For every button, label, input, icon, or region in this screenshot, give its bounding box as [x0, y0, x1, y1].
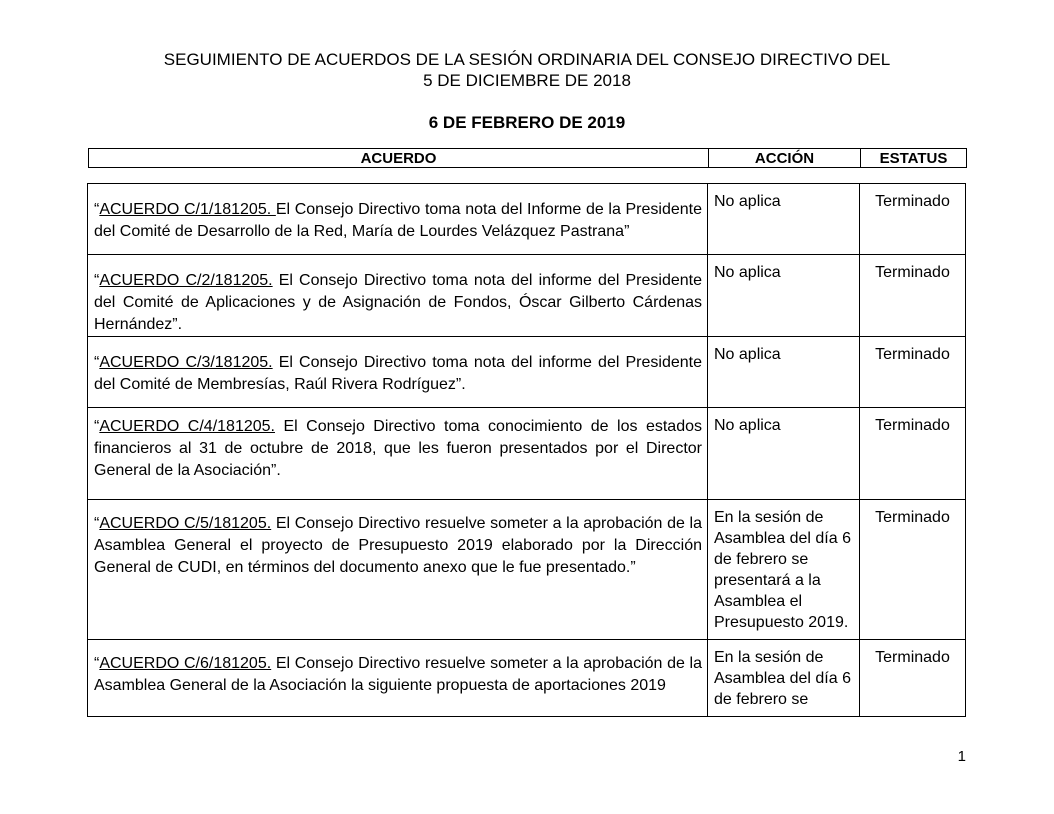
- quote-mark: “: [94, 354, 100, 371]
- acuerdo-text: El Consejo Directivo toma nota del informe del Presidente del Comité de Aplicaciones y de Asignación de Fondos, Óscar Gilberto Cárdenas Hernández”.: [94, 272, 702, 333]
- acuerdo-code: ACUERDO C/2/181205.: [99, 272, 273, 289]
- acuerdo-code: ACUERDO C/6/181205.: [99, 655, 272, 672]
- acuerdo-cell: [88, 255, 708, 337]
- acuerdo-cell: [88, 337, 708, 408]
- estatus-cell: Terminado: [860, 640, 966, 717]
- quote-mark: “: [94, 201, 100, 218]
- estatus-cell: Terminado: [860, 184, 966, 255]
- quote-mark: “: [94, 272, 100, 289]
- quote-mark: “: [94, 418, 100, 435]
- header-row: [89, 149, 967, 168]
- header-acuerdo: ACUERDO: [89, 149, 709, 168]
- acuerdo-text: El Consejo Directivo resuelve someter a la aprobación de la Asamblea General de la Asociación la siguiente propuesta de aportaciones 2019: [94, 655, 702, 694]
- table-header: [88, 148, 967, 168]
- document-title: [0, 49, 1054, 91]
- acuerdo-text: El Consejo Directivo toma conocimiento de los estados financieros al 31 de octubre de 2018, que les fueron presentados por el Director General de la Asociación”.: [94, 418, 702, 479]
- accion-cell: No aplica: [708, 255, 860, 337]
- acuerdo-code: ACUERDO C/3/181205.: [99, 354, 273, 371]
- acuerdo-cell: [88, 184, 708, 255]
- estatus-cell: Terminado: [860, 255, 966, 337]
- acuerdo-text: El Consejo Directivo toma nota del informe del Presidente del Comité de Membresías, Raúl Rivera Rodríguez”.: [94, 354, 702, 393]
- estatus-cell: Terminado: [860, 408, 966, 500]
- header-estatus: ESTATUS: [861, 149, 967, 168]
- page-number: 1: [957, 748, 966, 765]
- acuerdo-code: ACUERDO C/5/181205.: [99, 515, 272, 532]
- agreements-table: [87, 183, 966, 717]
- date-heading: 6 DE FEBRERO DE 2019: [428, 113, 626, 132]
- table-row: [88, 255, 966, 337]
- quote-mark: “: [94, 655, 100, 672]
- acuerdo-code: ACUERDO C/1/181205.: [99, 201, 276, 218]
- table-row: [88, 337, 966, 408]
- accion-cell: En la sesión de Asamblea del día 6 de febrero se: [708, 640, 860, 717]
- table-row: [88, 500, 966, 640]
- acuerdo-text: El Consejo Directivo resuelve someter a la aprobación de la Asamblea General el proyecto de Presupuesto 2019 elaborado por la Dirección General de CUDI, en términos del documento anexo que le fue presentado.”: [94, 515, 702, 576]
- title-line-2: 5 DE DICIEMBRE DE 2018: [423, 71, 631, 90]
- table-row: [88, 184, 966, 255]
- title-line-1: SEGUIMIENTO DE ACUERDOS DE LA SESIÓN ORDINARIA DEL CONSEJO DIRECTIVO DEL: [163, 50, 891, 69]
- acuerdo-cell: [88, 640, 708, 717]
- accion-cell: En la sesión de Asamblea del día 6 de febrero se presentará a la Asamblea el Presupuesto 2019.: [708, 500, 860, 640]
- acuerdo-text: El Consejo Directivo toma nota del Informe de la Presidente del Comité de Desarrollo de la Red, María de Lourdes Velázquez Pastrana”: [94, 201, 703, 240]
- table-row: [88, 408, 966, 500]
- acuerdo-cell: [88, 500, 708, 640]
- header-accion: ACCIÓN: [709, 149, 861, 168]
- estatus-cell: Terminado: [860, 337, 966, 408]
- estatus-cell: Terminado: [860, 500, 966, 640]
- quote-mark: “: [94, 515, 100, 532]
- acuerdo-cell: [88, 408, 708, 500]
- accion-cell: No aplica: [708, 337, 860, 408]
- accion-cell: No aplica: [708, 408, 860, 500]
- acuerdo-code: ACUERDO C/4/181205.: [99, 418, 275, 435]
- table-row: [88, 640, 966, 717]
- accion-cell: No aplica: [708, 184, 860, 255]
